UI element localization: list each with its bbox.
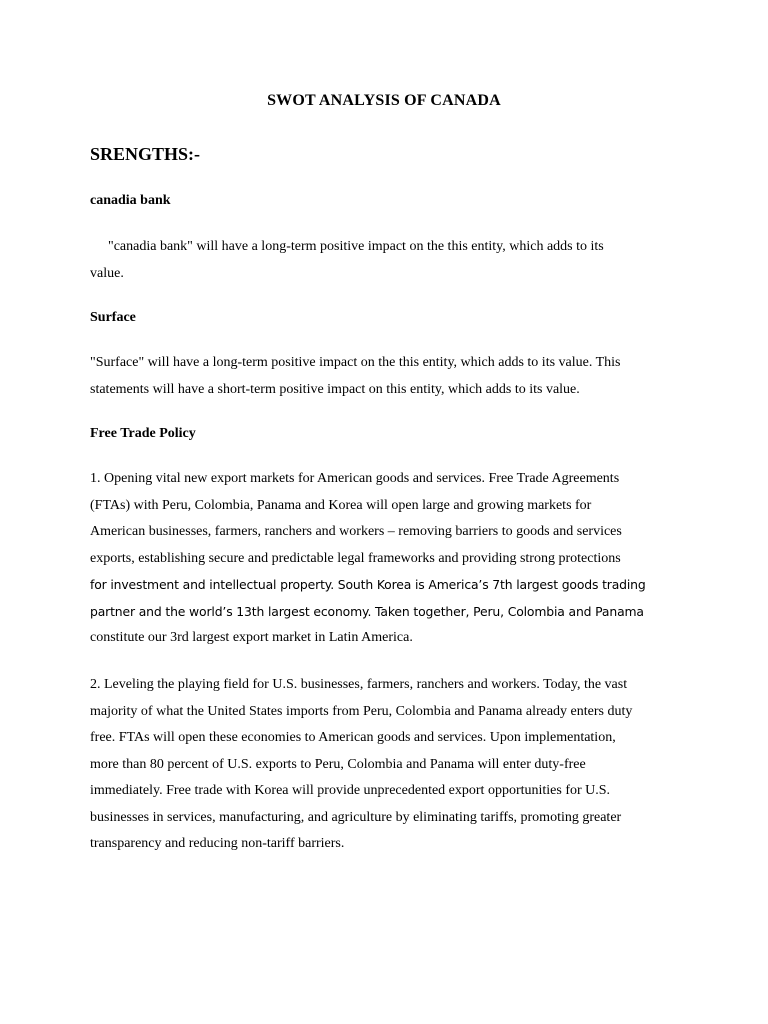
paragraph-line: (FTAs) with Peru, Colombia, Panama and Korea will open large and growing markets for bbox=[90, 497, 592, 513]
subheading-free-trade-policy: Free Trade Policy bbox=[90, 426, 196, 441]
paragraph-free-trade-1 bbox=[90, 466, 690, 652]
paragraph-line: more than 80 percent of U.S. exports to Peru, Colombia and Panama will enter duty-free bbox=[90, 756, 586, 772]
paragraph-canadia-bank bbox=[90, 234, 690, 287]
section-heading-strengths: SRENGTHS:- bbox=[90, 144, 201, 164]
paragraph-line: exports, establishing secure and predictable legal frameworks and providing strong protections bbox=[90, 550, 621, 566]
paragraph-line: immediately. Free trade with Korea will provide unprecedented export opportunities for U.S. bbox=[90, 783, 611, 798]
paragraph-line: for investment and intellectual property. South Korea is America’s 7th largest goods trading bbox=[90, 577, 646, 592]
paragraph-line: partner and the world’s 13th largest economy. Taken together, Peru, Colombia and Panama bbox=[90, 603, 644, 619]
paragraph-surface bbox=[90, 350, 690, 403]
paragraph-line: majority of what the United States imports from Peru, Colombia and Panama already enters duty bbox=[90, 703, 633, 719]
paragraph-line: constitute our 3rd largest export market in Latin America. bbox=[90, 630, 413, 645]
paragraph-line: "Surface" will have a long-term positive impact on the this entity, which adds to its value. This bbox=[90, 355, 621, 370]
paragraph-free-trade-2 bbox=[90, 672, 690, 858]
paragraph-line: "canadia bank" will have a long-term positive impact on the this entity, which adds to its bbox=[108, 239, 604, 254]
subheading-canadia-bank: canadia bank bbox=[90, 193, 171, 208]
paragraph-line: 1. Opening vital new export markets for American goods and services. Free Trade Agreements bbox=[90, 471, 620, 486]
paragraph-line: transparency and reducing non-tariff barriers. bbox=[90, 836, 345, 851]
subheading-surface: Surface bbox=[90, 310, 136, 325]
paragraph-line: businesses in services, manufacturing, and agriculture by eliminating tariffs, promoting greater bbox=[90, 809, 622, 825]
paragraph-line: 2. Leveling the playing field for U.S. businesses, farmers, ranchers and workers. Today, the vast bbox=[90, 677, 628, 692]
paragraph-line: free. FTAs will open these economies to American goods and services. Upon implementation, bbox=[90, 730, 616, 745]
paragraph-line: statements will have a short-term positive impact on this entity, which adds to its value. bbox=[90, 381, 580, 397]
paragraph-line: value. bbox=[90, 265, 124, 281]
document-title: SWOT ANALYSIS OF CANADA bbox=[267, 92, 501, 109]
paragraph-line: American businesses, farmers, ranchers and workers – removing barriers to goods and services bbox=[90, 524, 622, 539]
